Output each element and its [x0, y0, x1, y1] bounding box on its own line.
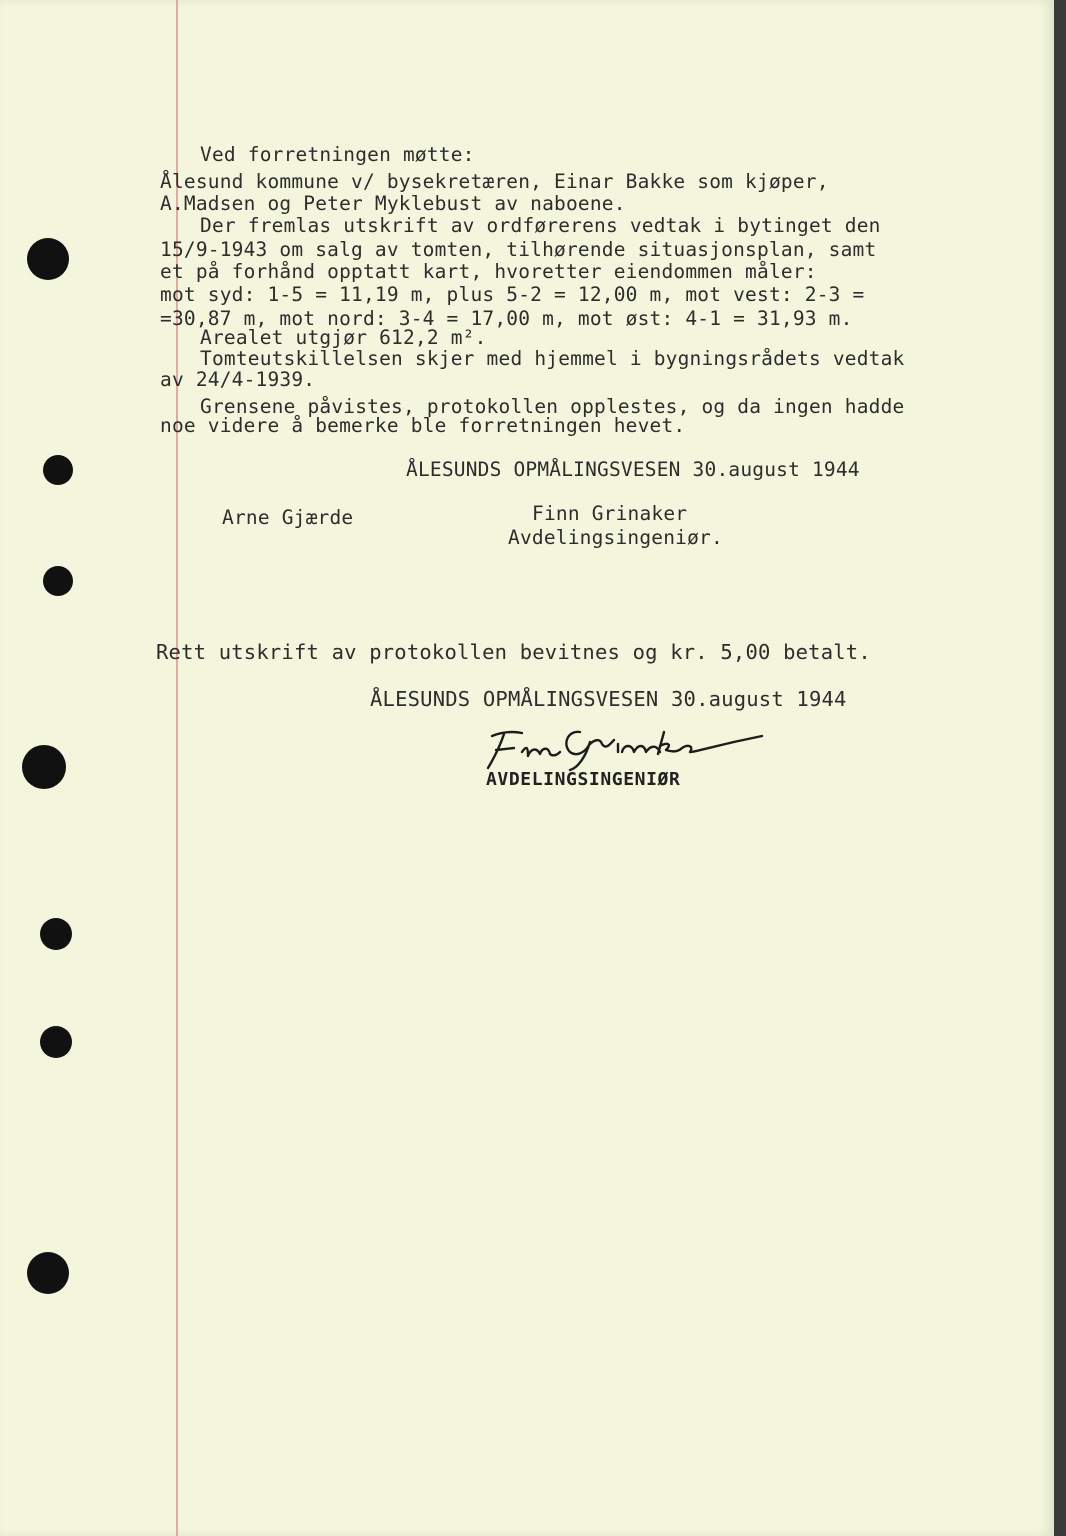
- title-stamp: AVDELINGSINGENIØR: [486, 769, 681, 790]
- signatory-right-name: Finn Grinaker: [532, 502, 688, 525]
- punch-hole: [43, 455, 73, 485]
- office-date-line-2: ÅLESUNDS OPMÅLINGSVESEN 30.august 1944: [370, 687, 847, 711]
- body-line: A.Madsen og Peter Myklebust av naboene.: [160, 192, 626, 215]
- punch-hole: [40, 1026, 72, 1058]
- margin-rule: [176, 0, 178, 1536]
- body-line: Arealet utgjør 612,2 m².: [200, 326, 487, 349]
- body-line: et på forhånd opptatt kart, hvoretter eiendommen måler:: [160, 260, 817, 283]
- signatory-left: Arne Gjærde: [222, 506, 354, 529]
- body-line: Tomteutskillelsen skjer med hjemmel i bygningsrådets vedtak: [200, 347, 905, 370]
- handwritten-signature: [482, 722, 772, 772]
- body-line: Der fremlas utskrift av ordførerens vedtak i bytinget den: [200, 214, 881, 237]
- body-line: 15/9-1943 om salg av tomten, tilhørende situasjonsplan, samt: [160, 238, 877, 261]
- certification-line: Rett utskrift av protokollen bevitnes og kr. 5,00 betalt.: [156, 640, 871, 664]
- punch-hole: [27, 238, 69, 280]
- body-line: Ved forretningen møtte:: [200, 143, 475, 166]
- office-date-line: ÅLESUNDS OPMÅLINGSVESEN 30.august 1944: [406, 458, 860, 481]
- body-line: noe videre å bemerke ble forretningen hevet.: [160, 414, 686, 437]
- body-line: Grensene påvistes, protokollen opplestes, og da ingen hadde: [200, 395, 905, 418]
- punch-hole: [40, 918, 72, 950]
- body-line: =30,87 m, mot nord: 3-4 = 17,00 m, mot øst: 4-1 = 31,93 m.: [160, 307, 853, 330]
- body-line: mot syd: 1-5 = 11,19 m, plus 5-2 = 12,00 m, mot vest: 2-3 =: [160, 283, 865, 306]
- body-line: av 24/4-1939.: [160, 368, 316, 391]
- signatory-right-title: Avdelingsingeniør.: [508, 526, 723, 549]
- scan-border: [1054, 0, 1066, 1536]
- punch-hole: [22, 745, 66, 789]
- punch-hole: [43, 566, 73, 596]
- body-line: Ålesund kommune v/ bysekretæren, Einar Bakke som kjøper,: [160, 170, 829, 193]
- punch-hole: [27, 1252, 69, 1294]
